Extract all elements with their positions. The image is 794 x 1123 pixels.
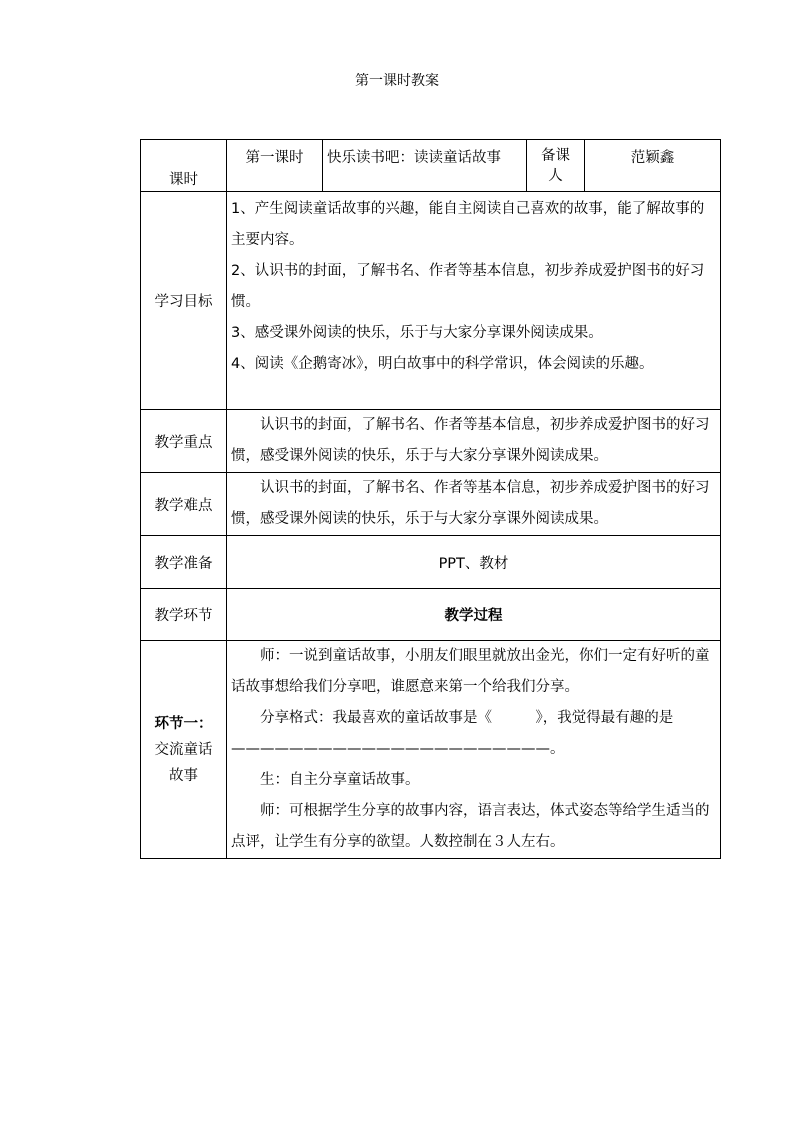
preparer-name: 范颖鑫 <box>585 140 721 192</box>
process-header-row <box>141 589 721 641</box>
difficulties-cell <box>227 473 721 536</box>
stage1-row <box>141 641 721 859</box>
preparer-label: 备课人 <box>527 140 585 192</box>
key-points-label: 教学重点 <box>141 410 227 473</box>
document-title: 第一课时教案 <box>355 73 439 89</box>
difficulties-text: 认识书的封面，了解书名、作者等基本信息，初步养成爱护图书的好习惯，感受课外阅读的快乐，乐于与大家分享课外阅读成果。 <box>231 480 710 527</box>
difficulties-row <box>141 473 721 536</box>
preparation-label: 教学准备 <box>141 536 227 589</box>
stage1-paragraph: 分享格式：我最喜欢的童话故事是《 》，我觉得最有趣的是——————————————————————。 <box>231 710 674 757</box>
objectives-row <box>141 192 721 410</box>
key-points-text: 认识书的封面，了解书名、作者等基本信息，初步养成爱护图书的好习惯，感受课外阅读的快乐，乐于与大家分享课外阅读成果。 <box>231 417 710 464</box>
key-points-cell <box>227 410 721 473</box>
objectives-label: 学习目标 <box>141 192 227 410</box>
objective-item: 1、产生阅读童话故事的兴趣，能自主阅读自己喜欢的故事，能了解故事的主要内容。 <box>231 201 705 248</box>
stage1-label-line1: 环节一： <box>154 715 213 732</box>
process-stage-label: 教学环节 <box>141 589 227 641</box>
preparation-text: PPT、教材 <box>227 536 721 589</box>
objective-item: 4、阅读《企鹅寄冰》，明白故事中的科学常识，体会阅读的乐趣。 <box>231 356 654 372</box>
process-title: 教学过程 <box>227 589 721 641</box>
stage1-paragraph: 师：一说到童话故事，小朋友们眼里就放出金光，你们一定有好听的童话故事想给我们分享吧，谁愿意来第一个给我们分享。 <box>231 648 710 695</box>
stage1-paragraph: 生：自主分享童话故事。 <box>260 772 420 788</box>
preparation-row <box>141 536 721 589</box>
stage1-paragraph: 师：可根据学生分享的故事内容，语言表达，体式姿态等给学生适当的点评，让学生有分享的欲望。人数控制在３人左右。 <box>231 803 710 850</box>
stage1-label-line3: 故事 <box>169 767 198 784</box>
lesson-plan-table <box>140 139 721 859</box>
objective-item: 2、认识书的封面，了解书名、作者等基本信息，初步养成爱护图书的好习惯。 <box>231 263 705 310</box>
key-points-row <box>141 410 721 473</box>
lesson-topic: 快乐读书吧：读读童话故事 <box>323 140 527 192</box>
difficulties-label: 教学难点 <box>141 473 227 536</box>
objective-item: 3、感受课外阅读的快乐，乐于与大家分享课外阅读成果。 <box>231 325 603 341</box>
stage1-label-line2: 交流童话 <box>154 741 213 758</box>
period-label: 课时 <box>141 140 227 192</box>
period-value: 第一课时 <box>227 140 323 192</box>
objectives-cell <box>227 192 721 410</box>
stage1-content <box>227 641 721 859</box>
header-row <box>141 140 721 192</box>
stage1-label <box>141 641 227 859</box>
